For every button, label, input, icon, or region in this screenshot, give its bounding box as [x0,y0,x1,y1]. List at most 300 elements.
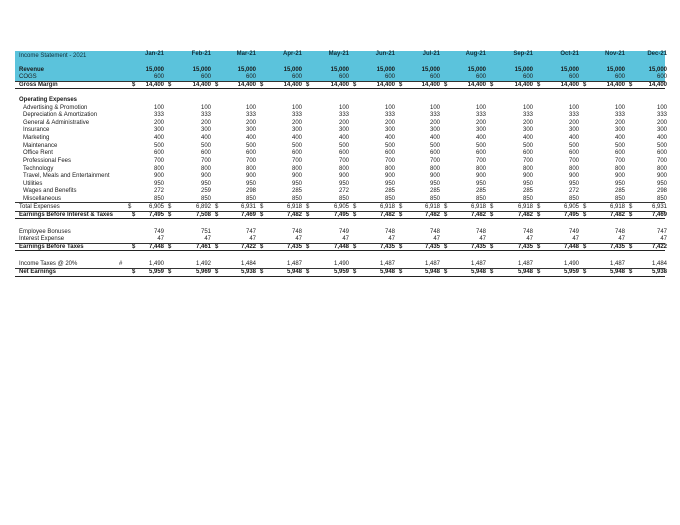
cell-ebit-9: 7,482 [517,212,533,218]
currency-symbol: $ [215,82,219,88]
cell-technology-11: 800 [614,166,625,172]
cell-revenue-5: 15,000 [330,67,349,73]
cell-total-expenses-7: 6,918 [424,204,440,210]
cell-travel-3: 900 [245,173,256,179]
rule-line-7 [15,250,665,251]
cell-misc-10: 850 [568,196,579,202]
cell-cogs-10: 600 [568,74,579,80]
cell-gross-margin-11: 14,400 [606,82,625,88]
cell-bonuses-5: 749 [338,229,349,235]
cell-bonuses-11: 748 [614,229,625,235]
row-label-marketing: Marketing [23,135,50,141]
currency-symbol: $ [490,204,494,210]
cell-travel-1: 900 [153,173,164,179]
month-header-7: Jul-21 [422,51,440,57]
cell-misc-5: 850 [338,196,349,202]
cell-gross-margin-7: 14,400 [421,82,440,88]
cell-advertising-7: 100 [429,105,440,111]
cell-revenue-3: 15,000 [237,67,256,73]
cell-professional-fees-3: 700 [245,158,256,164]
cell-income-taxes-1: 1,490 [148,261,164,267]
cell-maintenance-6: 500 [384,143,395,149]
currency-symbol: $ [399,212,403,218]
cell-net-earnings-2: 5,969 [195,269,211,275]
currency-symbol: $ [583,244,587,250]
cell-ebt-7: 7,435 [424,244,440,250]
cell-income-taxes-4: 1,487 [286,261,302,267]
cell-utilities-7: 950 [429,181,440,187]
cell-total-expenses-8: 6,918 [470,204,486,210]
cell-advertising-8: 100 [475,105,486,111]
cell-interest-8: 47 [479,236,486,242]
cell-misc-6: 850 [384,196,395,202]
cell-general-admin-5: 200 [338,120,349,126]
currency-symbol: $ [260,204,264,210]
cell-depreciation-10: 333 [568,112,579,118]
cell-advertising-6: 100 [384,105,395,111]
cell-office-rent-4: 600 [291,150,302,156]
cell-general-admin-11: 200 [614,120,625,126]
cell-general-admin-4: 200 [291,120,302,126]
cell-utilities-6: 950 [384,181,395,187]
cell-professional-fees-5: 700 [338,158,349,164]
cell-maintenance-7: 500 [429,143,440,149]
currency-symbol: $ [215,212,219,218]
cell-depreciation-12: 333 [656,112,667,118]
cell-total-expenses-1: 6,905 [148,204,164,210]
cell-insurance-8: 300 [475,127,486,133]
row-label-interest: Interest Expense [19,236,65,242]
currency-symbol: $ [306,204,310,210]
cell-travel-8: 900 [475,173,486,179]
cell-insurance-5: 300 [338,127,349,133]
cell-insurance-9: 300 [522,127,533,133]
row-label-insurance: Insurance [23,127,50,133]
rule-line-6 [15,243,665,244]
cell-travel-10: 900 [568,173,579,179]
cell-travel-9: 900 [522,173,533,179]
cell-travel-2: 900 [200,173,211,179]
row-label-bonuses: Employee Bonuses [19,229,71,235]
rule-line-2 [15,88,665,89]
cell-technology-9: 800 [522,166,533,172]
cell-depreciation-1: 333 [153,112,164,118]
cell-ebt-11: 7,435 [609,244,625,250]
cell-office-rent-6: 600 [384,150,395,156]
cell-technology-3: 800 [245,166,256,172]
row-label-net-earnings: Net Earnings [19,269,57,275]
cell-ebt-1: 7,448 [148,244,164,250]
cell-maintenance-3: 500 [245,143,256,149]
currency-symbol: $ [537,244,541,250]
cell-ebt-5: 7,448 [333,244,349,250]
cell-gross-margin-10: 14,400 [560,82,579,88]
cell-office-rent-2: 600 [200,150,211,156]
currency-symbol: $ [444,244,448,250]
cell-misc-7: 850 [429,196,440,202]
cell-maintenance-11: 500 [614,143,625,149]
cell-bonuses-6: 748 [384,229,395,235]
cell-total-expenses-9: 6,918 [517,204,533,210]
row-label-professional-fees: Professional Fees [23,158,72,164]
cell-interest-1: 47 [157,236,164,242]
currency-symbol: $ [260,212,264,218]
cell-depreciation-7: 333 [429,112,440,118]
cell-bonuses-9: 748 [522,229,533,235]
cell-cogs-4: 600 [291,74,302,80]
cell-utilities-11: 950 [614,181,625,187]
cell-gross-margin-4: 14,400 [283,82,302,88]
cell-maintenance-9: 500 [522,143,533,149]
row-label-depreciation: Depreciation & Amortization [23,112,98,118]
cell-utilities-1: 950 [153,181,164,187]
cell-bonuses-1: 749 [153,229,164,235]
currency-symbol: $ [215,204,219,210]
cell-advertising-1: 100 [153,105,164,111]
cell-bonuses-2: 751 [200,229,211,235]
cell-wages-12: 298 [656,188,667,194]
cell-ebt-3: 7,422 [240,244,256,250]
cell-technology-10: 800 [568,166,579,172]
currency-symbol: $ [353,82,357,88]
row-label-office-rent: Office Rent [23,150,53,156]
cell-net-earnings-7: 5,948 [424,269,440,275]
cell-utilities-3: 950 [245,181,256,187]
cell-professional-fees-11: 700 [614,158,625,164]
currency-symbol: $ [629,212,633,218]
cell-wages-10: 272 [568,188,579,194]
cell-marketing-12: 400 [656,135,667,141]
cell-advertising-2: 100 [200,105,211,111]
cell-advertising-10: 100 [568,105,579,111]
currency-symbol: $ [306,212,310,218]
cell-misc-1: 850 [153,196,164,202]
cell-general-admin-6: 200 [384,120,395,126]
row-label-wages: Wages and Benefits [23,188,77,194]
cell-maintenance-10: 500 [568,143,579,149]
cell-net-earnings-6: 5,948 [379,269,395,275]
cell-gross-margin-6: 14,400 [376,82,395,88]
currency-symbol: $ [444,82,448,88]
currency-symbol: $ [629,244,633,250]
cell-net-earnings-12: 5,938 [651,269,667,275]
cell-technology-1: 800 [153,166,164,172]
currency-symbol: $ [583,82,587,88]
cell-interest-3: 47 [249,236,256,242]
cell-ebt-9: 7,435 [517,244,533,250]
currency-symbol: $ [490,244,494,250]
month-header-4: Apr-21 [282,51,302,57]
cell-total-expenses-5: 6,905 [333,204,349,210]
cell-bonuses-12: 747 [656,229,667,235]
cell-utilities-12: 950 [656,181,667,187]
cell-professional-fees-9: 700 [522,158,533,164]
currency-symbol: $ [537,204,541,210]
currency-symbol: $ [168,269,172,275]
cell-ebit-3: 7,469 [240,212,256,218]
currency-symbol: $ [168,244,172,250]
cell-cogs-1: 600 [153,74,164,80]
cell-marketing-3: 400 [245,135,256,141]
cell-ebit-8: 7,482 [470,212,486,218]
cell-ebit-1: 7,495 [148,212,164,218]
cell-insurance-12: 300 [656,127,667,133]
currency-symbol: $ [629,269,633,275]
month-header-1: Jan-21 [144,51,164,57]
row-label-ebit: Earnings Before Interest & Taxes [19,212,113,218]
currency-symbol: $ [215,244,219,250]
cell-utilities-9: 950 [522,181,533,187]
cell-misc-11: 850 [614,196,625,202]
cell-cogs-5: 600 [338,74,349,80]
cell-office-rent-12: 600 [656,150,667,156]
row-label-travel: Travel, Meals and Entertainment [23,173,110,179]
currency-symbol: $ [444,204,448,210]
row-label-misc: Miscellaneous [23,196,62,202]
cell-misc-8: 850 [475,196,486,202]
cell-interest-11: 47 [618,236,625,242]
cell-professional-fees-10: 700 [568,158,579,164]
cell-technology-12: 800 [656,166,667,172]
currency-symbol: $ [353,269,357,275]
cell-travel-11: 900 [614,173,625,179]
cell-total-expenses-12: 6,931 [651,204,667,210]
cell-net-earnings-4: 5,948 [286,269,302,275]
cell-wages-2: 259 [200,188,211,194]
cell-travel-7: 900 [429,173,440,179]
cell-wages-5: 272 [338,188,349,194]
cell-insurance-10: 300 [568,127,579,133]
cell-professional-fees-8: 700 [475,158,486,164]
rule-line-9 [15,276,665,277]
cell-office-rent-1: 600 [153,150,164,156]
cell-misc-4: 850 [291,196,302,202]
cell-net-earnings-11: 5,948 [609,269,625,275]
currency-symbol: $ [168,212,172,218]
cell-marketing-4: 400 [291,135,302,141]
row-label-maintenance: Maintenance [23,143,58,149]
currency-symbol: $ [490,212,494,218]
cell-marketing-10: 400 [568,135,579,141]
cell-interest-12: 47 [660,236,667,242]
currency-symbol: $ [353,244,357,250]
rule-line-5 [15,218,665,219]
row-label-technology: Technology [23,166,54,172]
month-header-9: Sep-21 [513,51,533,57]
cell-net-earnings-3: 5,938 [240,269,256,275]
rule-line-4 [15,211,665,212]
cell-revenue-7: 15,000 [421,67,440,73]
cell-technology-6: 800 [384,166,395,172]
cell-interest-6: 47 [388,236,395,242]
cell-general-admin-2: 200 [200,120,211,126]
cell-revenue-8: 15,000 [467,67,486,73]
cell-ebt-2: 7,461 [195,244,211,250]
row-label-advertising: Advertising & Promotion [23,105,88,111]
cell-net-earnings-10: 5,959 [563,269,579,275]
cell-net-earnings-8: 5,948 [470,269,486,275]
cell-ebt-12: 7,422 [651,244,667,250]
cell-general-admin-9: 200 [522,120,533,126]
cell-interest-7: 47 [433,236,440,242]
cell-revenue-6: 15,000 [376,67,395,73]
currency-symbol: $ [537,212,541,218]
currency-symbol: $ [128,204,132,210]
cell-advertising-4: 100 [291,105,302,111]
cell-ebt-6: 7,435 [379,244,395,250]
currency-symbol: $ [260,82,264,88]
cell-insurance-11: 300 [614,127,625,133]
currency-symbol: $ [537,82,541,88]
cell-professional-fees-1: 700 [153,158,164,164]
cell-professional-fees-4: 700 [291,158,302,164]
row-label-revenue: Revenue [19,67,45,73]
cell-income-taxes-6: 1,487 [379,261,395,267]
cell-gross-margin-1: 14,400 [145,82,164,88]
cell-gross-margin-3: 14,400 [237,82,256,88]
currency-symbol: $ [132,82,136,88]
currency-symbol: $ [583,204,587,210]
cell-cogs-7: 600 [429,74,440,80]
rule-line-1 [15,81,665,82]
currency-symbol: $ [490,269,494,275]
cell-marketing-8: 400 [475,135,486,141]
cell-ebt-4: 7,435 [286,244,302,250]
cell-ebit-6: 7,482 [379,212,395,218]
cell-gross-margin-9: 14,400 [514,82,533,88]
month-header-6: Jun-21 [375,51,395,57]
cell-marketing-1: 400 [153,135,164,141]
currency-symbol: $ [260,244,264,250]
cell-general-admin-3: 200 [245,120,256,126]
cell-net-earnings-9: 5,948 [517,269,533,275]
month-header-8: Aug-21 [465,51,486,57]
cell-utilities-5: 950 [338,181,349,187]
row-label-ebt: Earnings Before Taxes [19,244,84,250]
currency-symbol: $ [353,204,357,210]
currency-symbol: $ [583,212,587,218]
cell-income-taxes-2: 1,492 [195,261,211,267]
currency-symbol: $ [306,82,310,88]
cell-income-taxes-12: 1,484 [651,261,667,267]
row-label-income-taxes: Income Taxes @ 20% [19,261,78,267]
cell-general-admin-8: 200 [475,120,486,126]
currency-symbol: $ [399,82,403,88]
cell-professional-fees-7: 700 [429,158,440,164]
cell-professional-fees-2: 700 [200,158,211,164]
month-header-5: May-21 [328,51,349,57]
cell-income-taxes-11: 1,487 [609,261,625,267]
currency-symbol: $ [132,212,136,218]
month-header-12: Dec-21 [647,51,667,57]
cell-travel-4: 900 [291,173,302,179]
cell-general-admin-12: 200 [656,120,667,126]
cell-ebit-10: 7,495 [563,212,579,218]
month-header-2: Feb-21 [191,51,211,57]
cell-maintenance-12: 500 [656,143,667,149]
cell-revenue-2: 15,000 [192,67,211,73]
cell-bonuses-4: 748 [291,229,302,235]
cell-total-expenses-10: 6,905 [563,204,579,210]
cell-maintenance-4: 500 [291,143,302,149]
cell-misc-12: 850 [656,196,667,202]
cell-depreciation-8: 333 [475,112,486,118]
currency-symbol: $ [306,269,310,275]
cell-travel-6: 900 [384,173,395,179]
cell-misc-2: 850 [200,196,211,202]
cell-total-expenses-4: 6,918 [286,204,302,210]
cell-advertising-9: 100 [522,105,533,111]
cell-technology-5: 800 [338,166,349,172]
currency-symbol: $ [215,269,219,275]
cell-wages-1: 272 [153,188,164,194]
cell-revenue-1: 15,000 [145,67,164,73]
cell-net-earnings-5: 5,959 [333,269,349,275]
cell-general-admin-1: 200 [153,120,164,126]
cell-marketing-6: 400 [384,135,395,141]
row-label-utilities: Utilities [23,181,43,187]
cell-depreciation-11: 333 [614,112,625,118]
cell-interest-10: 47 [572,236,579,242]
currency-symbol: $ [353,212,357,218]
cell-cogs-9: 600 [522,74,533,80]
cell-wages-9: 285 [522,188,533,194]
cell-gross-margin-2: 14,400 [192,82,211,88]
rule-line-8 [15,268,665,269]
currency-symbol: $ [444,269,448,275]
month-header-10: Oct-21 [560,51,579,57]
cell-utilities-10: 950 [568,181,579,187]
currency-symbol: $ [490,82,494,88]
cell-insurance-2: 300 [200,127,211,133]
cell-depreciation-2: 333 [200,112,211,118]
cell-cogs-8: 600 [475,74,486,80]
cell-bonuses-8: 748 [475,229,486,235]
cell-income-taxes-9: 1,487 [517,261,533,267]
cell-ebit-5: 7,495 [333,212,349,218]
cell-ebit-11: 7,482 [609,212,625,218]
cell-general-admin-7: 200 [429,120,440,126]
cell-technology-7: 800 [429,166,440,172]
cell-technology-4: 800 [291,166,302,172]
cell-wages-6: 285 [384,188,395,194]
cell-depreciation-4: 333 [291,112,302,118]
cell-marketing-5: 400 [338,135,349,141]
cell-cogs-11: 600 [614,74,625,80]
cell-net-earnings-1: 5,959 [148,269,164,275]
cell-total-expenses-11: 6,918 [609,204,625,210]
cell-insurance-7: 300 [429,127,440,133]
cell-maintenance-8: 500 [475,143,486,149]
cell-wages-7: 285 [429,188,440,194]
cell-ebit-7: 7,482 [424,212,440,218]
cell-bonuses-3: 747 [245,229,256,235]
currency-symbol: $ [399,204,403,210]
cell-cogs-12: 600 [656,74,667,80]
cell-depreciation-9: 333 [522,112,533,118]
month-header-11: Nov-21 [604,51,625,57]
cell-insurance-3: 300 [245,127,256,133]
currency-symbol: $ [168,82,172,88]
cell-advertising-5: 100 [338,105,349,111]
cell-total-expenses-6: 6,918 [379,204,395,210]
cell-wages-3: 298 [245,188,256,194]
cell-depreciation-3: 333 [245,112,256,118]
cell-ebit-2: 7,508 [195,212,211,218]
cell-ebit-12: 7,469 [651,212,667,218]
currency-symbol: $ [399,269,403,275]
hash-symbol: # [119,261,123,267]
